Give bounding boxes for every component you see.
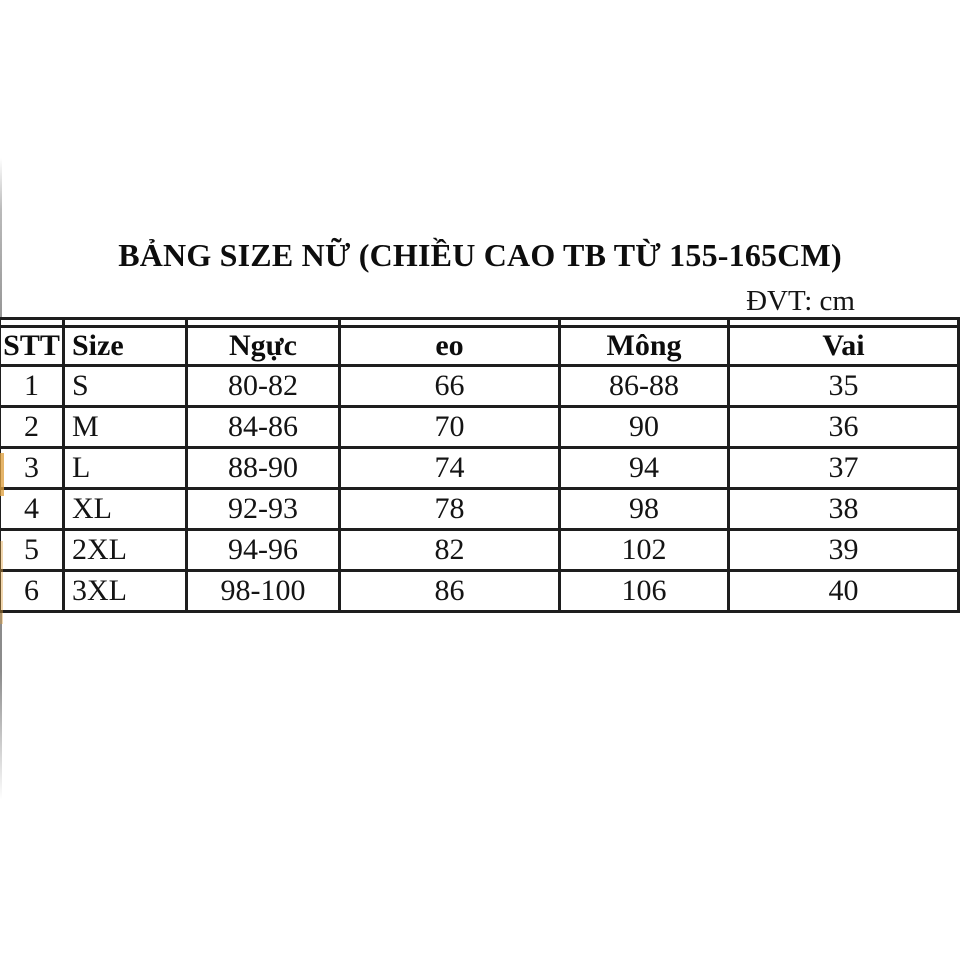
- cell-shoulder: 40: [729, 571, 959, 612]
- header-hip: Mông: [560, 327, 729, 366]
- spacer-cell: [729, 319, 959, 327]
- table-row: [0, 571, 959, 612]
- unit-label: ĐVT: cm: [746, 285, 855, 317]
- spacer-cell: [64, 319, 187, 327]
- cell-shoulder: 36: [729, 407, 959, 448]
- table-row: [0, 489, 959, 530]
- cell-stt: 2: [0, 407, 64, 448]
- cell-size: 2XL: [64, 530, 187, 571]
- cell-shoulder: 37: [729, 448, 959, 489]
- cell-stt: 6: [0, 571, 64, 612]
- scan-artifact: [0, 541, 3, 624]
- cell-size: M: [64, 407, 187, 448]
- size-chart-table: [0, 317, 960, 613]
- spacer-cell: [340, 319, 560, 327]
- spacer-cell: [187, 319, 340, 327]
- cell-waist: 66: [340, 366, 560, 407]
- cell-waist: 74: [340, 448, 560, 489]
- cell-chest: 98-100: [187, 571, 340, 612]
- cell-hip: 90: [560, 407, 729, 448]
- cell-waist: 70: [340, 407, 560, 448]
- cell-shoulder: 35: [729, 366, 959, 407]
- cell-hip: 86-88: [560, 366, 729, 407]
- cell-hip: 98: [560, 489, 729, 530]
- cell-hip: 102: [560, 530, 729, 571]
- cell-shoulder: 38: [729, 489, 959, 530]
- cell-stt: 5: [0, 530, 64, 571]
- cell-chest: 94-96: [187, 530, 340, 571]
- cell-chest: 84-86: [187, 407, 340, 448]
- cell-chest: 92-93: [187, 489, 340, 530]
- table-row: [0, 407, 959, 448]
- table-top-spacer-row: [0, 319, 959, 327]
- cell-chest: 88-90: [187, 448, 340, 489]
- table-row: [0, 366, 959, 407]
- table-row: [0, 448, 959, 489]
- spacer-cell: [560, 319, 729, 327]
- header-size: Size: [64, 327, 187, 366]
- header-chest: Ngực: [187, 327, 340, 366]
- table-row: [0, 530, 959, 571]
- cell-size: L: [64, 448, 187, 489]
- header-waist: eo: [340, 327, 560, 366]
- cell-waist: 78: [340, 489, 560, 530]
- cell-waist: 82: [340, 530, 560, 571]
- spacer-cell: [0, 319, 64, 327]
- cell-chest: 80-82: [187, 366, 340, 407]
- header-stt: STT: [0, 327, 64, 366]
- page-title: BẢNG SIZE NỮ (CHIỀU CAO TB TỪ 155-165CM): [118, 237, 842, 273]
- cell-hip: 106: [560, 571, 729, 612]
- header-row: [0, 327, 959, 366]
- cell-size: 3XL: [64, 571, 187, 612]
- cell-stt: 3: [0, 448, 64, 489]
- cell-waist: 86: [340, 571, 560, 612]
- header-shoulder: Vai: [729, 327, 959, 366]
- cell-hip: 94: [560, 448, 729, 489]
- cell-shoulder: 39: [729, 530, 959, 571]
- cell-stt: 4: [0, 489, 64, 530]
- cell-size: XL: [64, 489, 187, 530]
- cell-size: S: [64, 366, 187, 407]
- scan-artifact: [0, 453, 4, 496]
- cell-stt: 1: [0, 366, 64, 407]
